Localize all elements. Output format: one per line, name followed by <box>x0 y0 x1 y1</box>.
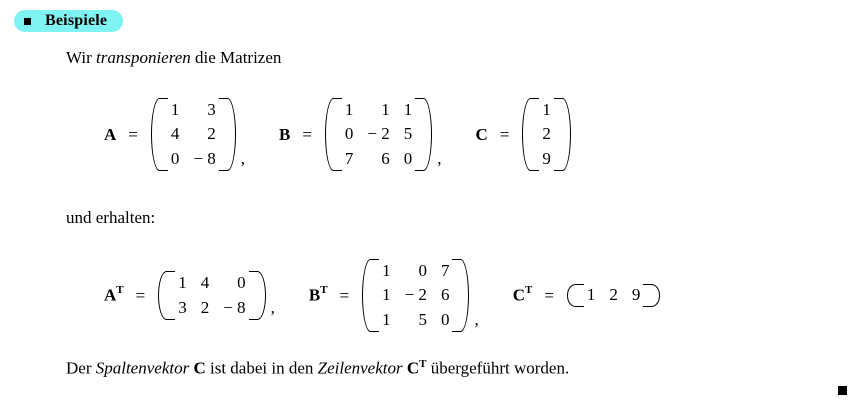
matrix-B-transposed-body <box>359 258 472 333</box>
matrix-cell: 4 <box>200 273 210 293</box>
matrix-label-text: C <box>512 285 525 305</box>
matrix-cell: − 8 <box>223 297 246 317</box>
matrix-cell: 2 <box>609 285 618 305</box>
matrix-cell: 1 <box>586 285 596 305</box>
matrix-cell: 1 <box>178 273 187 293</box>
matrix-cell: 6 <box>381 148 390 168</box>
matrix-cell: 0 <box>403 148 413 168</box>
matrix-A-grid <box>159 97 228 172</box>
equals-sign: = <box>128 124 138 144</box>
comma-separator: , <box>240 149 245 169</box>
matrix-A-body <box>148 97 239 172</box>
matrix-B-transposed-label <box>309 285 330 306</box>
intro-text <box>66 48 281 68</box>
matrix-cell: 1 <box>382 309 391 329</box>
closing-part-1: Der <box>66 358 96 378</box>
equals-sign: = <box>499 124 510 144</box>
matrix-AT-grid <box>166 270 257 321</box>
matrix-C-label: C <box>475 124 488 144</box>
matrix-cell: 0 <box>170 148 180 168</box>
matrix-A-transposed-label <box>104 285 126 306</box>
matrix-A-transposed <box>104 270 275 321</box>
matrix-A-transposed-body <box>155 270 268 321</box>
matrix-A <box>104 97 245 172</box>
page-title: Beispiele <box>45 12 108 29</box>
matrix-cell: 9 <box>631 285 641 305</box>
matrix-C-transposed <box>513 282 664 308</box>
matrix-A-label: A <box>104 124 117 144</box>
intro-part-2: die Matrizen <box>190 48 282 67</box>
comma-separator: , <box>437 149 442 169</box>
matrix-cell: − 8 <box>193 148 216 168</box>
intro-emphasis: transponieren <box>96 48 191 67</box>
matrix-cell: 0 <box>237 273 246 293</box>
example-heading-badge <box>14 10 123 32</box>
right-paren-icon <box>258 270 269 321</box>
closing-symbol-C: C <box>189 358 210 378</box>
equals-sign: = <box>135 285 146 305</box>
matrix-cell: 5 <box>403 124 413 144</box>
transpose-superscript: T <box>524 284 533 297</box>
right-paren-icon <box>424 97 435 172</box>
closing-part-3: ist dabei in den <box>209 358 318 378</box>
matrix-cell: 7 <box>344 148 354 168</box>
intro-part-1: Wir <box>66 48 96 67</box>
matrix-cell: − 2 <box>404 285 427 305</box>
matrix-B-label: B <box>278 124 291 144</box>
transpose-superscript: T <box>419 358 427 370</box>
matrix-cell: 1 <box>542 100 551 119</box>
matrix-cell: 2 <box>542 124 551 144</box>
matrix-cell: 2 <box>200 297 210 317</box>
matrix-cell: 4 <box>170 124 180 144</box>
matrix-cell: 2 <box>207 124 216 144</box>
right-paren-icon <box>563 97 574 172</box>
matrix-cell: 1 <box>381 100 390 119</box>
matrix-C-transposed-label <box>513 285 535 306</box>
matrix-B-body <box>322 97 435 172</box>
matrix-cell: 6 <box>440 285 450 305</box>
matrix-cell: 5 <box>418 309 427 329</box>
transpose-superscript: T <box>116 284 124 297</box>
matrix-row-original <box>104 97 574 172</box>
matrix-label-text: B <box>308 285 321 305</box>
closing-symbol-CT: C <box>402 358 420 378</box>
equals-sign: = <box>544 285 554 305</box>
matrix-B-transposed <box>309 258 479 333</box>
left-paren-icon <box>148 97 159 172</box>
matrix-cell: 1 <box>382 285 391 305</box>
matrix-cell: 1 <box>382 261 391 280</box>
middle-text: und erhalten: <box>66 208 156 227</box>
comma-separator: , <box>270 298 275 318</box>
left-paren-icon <box>155 270 166 321</box>
closing-text <box>66 358 569 379</box>
matrix-cell: − 2 <box>367 124 390 144</box>
matrix-cell: 1 <box>170 100 180 119</box>
matrix-C <box>476 97 574 172</box>
right-paren-icon <box>461 258 472 333</box>
closing-part-5: übergeführt worden. <box>426 358 570 378</box>
matrix-label-text: A <box>104 285 117 305</box>
equals-sign: = <box>302 124 312 144</box>
matrix-CT-grid <box>575 282 653 308</box>
matrix-cell: 3 <box>178 297 187 317</box>
matrix-C-body <box>519 97 574 172</box>
equals-sign: = <box>339 285 350 305</box>
matrix-B <box>279 97 442 172</box>
left-paren-icon <box>359 258 370 333</box>
closing-emphasis-2: Zeilenvektor <box>317 358 403 378</box>
matrix-B-grid <box>333 97 424 172</box>
matrix-cell: 1 <box>344 100 354 119</box>
left-paren-icon <box>519 97 530 172</box>
matrix-row-transposed <box>104 258 663 333</box>
matrix-BT-grid <box>370 258 461 333</box>
matrix-cell: 0 <box>344 124 354 144</box>
matrix-cell: 1 <box>403 100 413 119</box>
left-paren-icon <box>564 282 575 308</box>
matrix-cell: 0 <box>440 309 450 329</box>
matrix-CT-body <box>564 282 664 308</box>
comma-separator: , <box>474 310 479 330</box>
matrix-cell: 3 <box>207 100 216 119</box>
closing-emphasis-1: Spaltenvektor <box>95 358 190 378</box>
matrix-cell: 0 <box>418 261 427 280</box>
right-paren-icon <box>228 97 239 172</box>
right-paren-icon <box>652 282 663 308</box>
transpose-superscript: T <box>320 284 328 297</box>
left-paren-icon <box>322 97 333 172</box>
square-bullet-icon <box>24 18 31 25</box>
matrix-cell: 7 <box>440 261 450 280</box>
matrix-cell: 9 <box>542 148 551 168</box>
end-of-example-square-icon <box>838 386 847 395</box>
